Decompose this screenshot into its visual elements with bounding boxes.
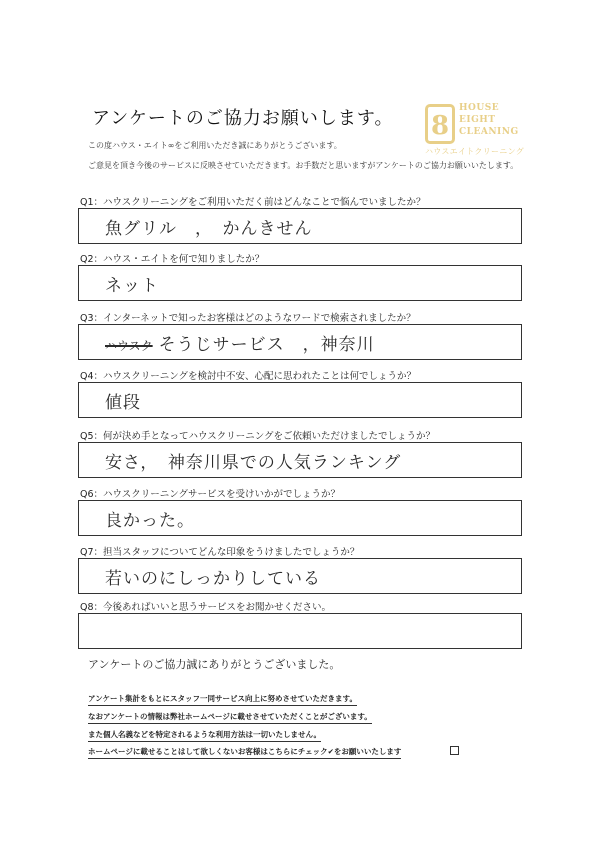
- question-3-label: Q3：インターネットで知ったお客様はどのようなワードで検索されましたか？: [80, 313, 416, 324]
- answer-3-text: [105, 330, 375, 355]
- answer-8-box[interactable]: [78, 613, 522, 649]
- answer-2-box[interactable]: [78, 265, 522, 301]
- answer-7-text: 若いのにしっかりしている: [105, 569, 321, 589]
- answer-3-struck-text: ハウスク: [105, 339, 153, 353]
- question-6-label: Q6：ハウスクリーニングサービスを受けいかがでしょうか？: [80, 489, 341, 500]
- answer-6-text: 良かった。: [105, 511, 195, 531]
- answer-1-text: 魚グリル ， かんきせん: [105, 219, 313, 239]
- note-line-3: また個人名義などを特定されるような利用方法は一切いたしません。: [88, 729, 321, 742]
- answer-1-box[interactable]: [78, 208, 522, 244]
- note-line-4: ホームページに載せることはして欲しくないお客様はこちらにチェック✔をお願いいたします: [88, 746, 401, 759]
- logo-mark: 8: [425, 104, 455, 144]
- answer-5-text: 安さ， 神奈川県での人気ランキング: [105, 453, 402, 473]
- answer-6-box[interactable]: [78, 500, 522, 536]
- note-line-1: アンケート集計をもとにスタッフ一同サービス向上に努めさせていただきます。: [88, 693, 357, 706]
- answer-4-box[interactable]: [78, 382, 522, 418]
- answer-3-main-text: そうじサービス ，神奈川: [158, 335, 375, 355]
- closing-thanks: アンケートのご協力誠にありがとうございました。: [88, 658, 341, 671]
- logo-line-3: CLEANING: [459, 127, 519, 137]
- logo-subtitle: ハウスエイトクリーニング: [425, 147, 525, 156]
- opt-out-checkbox[interactable]: [450, 746, 459, 755]
- logo-line-1: HOUSE: [459, 103, 500, 113]
- logo-wordmark: [459, 102, 525, 138]
- logo-line-2: EIGHT: [459, 115, 496, 125]
- intro-line-1: この度ハウス・エイト∞をご利用いただき誠にありがとうございます。: [88, 141, 342, 150]
- note-line-2: なおアンケートの情報は弊社ホームページに載せさせていただくことがございます。: [88, 711, 372, 724]
- question-7-label: Q7：担当スタッフについてどんな印象をうけましたでしょうか？: [80, 547, 360, 558]
- answer-5-box[interactable]: [78, 442, 522, 478]
- question-1-label: Q1：ハウスクリーニングをご利用いただく前はどんなことで悩んでいましたか？: [80, 197, 426, 208]
- page-title: アンケートのご協力お願いします。: [92, 108, 394, 129]
- answer-7-box[interactable]: [78, 558, 522, 594]
- answer-4-text: 値段: [105, 393, 141, 413]
- question-4-label: Q4：ハウスクリーニングを検討中不安、心配に思われたことは何でしょうか？: [80, 371, 417, 382]
- question-8-label: Q8：今後あればいいと思うサービスをお聞かせください。: [80, 602, 332, 613]
- question-2-label: Q2：ハウス・エイトを何で知りましたか？: [80, 254, 265, 265]
- answer-3-box[interactable]: [78, 324, 522, 360]
- company-logo: [425, 100, 525, 162]
- question-5-label: Q5：何が決め手となってハウスクリーニングをご依頼いただけましたでしょうか？: [80, 431, 436, 442]
- answer-2-text: ネット: [105, 276, 159, 296]
- intro-line-2: ご意見を頂き今後のサービスに反映させていただきます。お手数だと思いますがアンケートのご協力お願いいたします。: [88, 161, 519, 170]
